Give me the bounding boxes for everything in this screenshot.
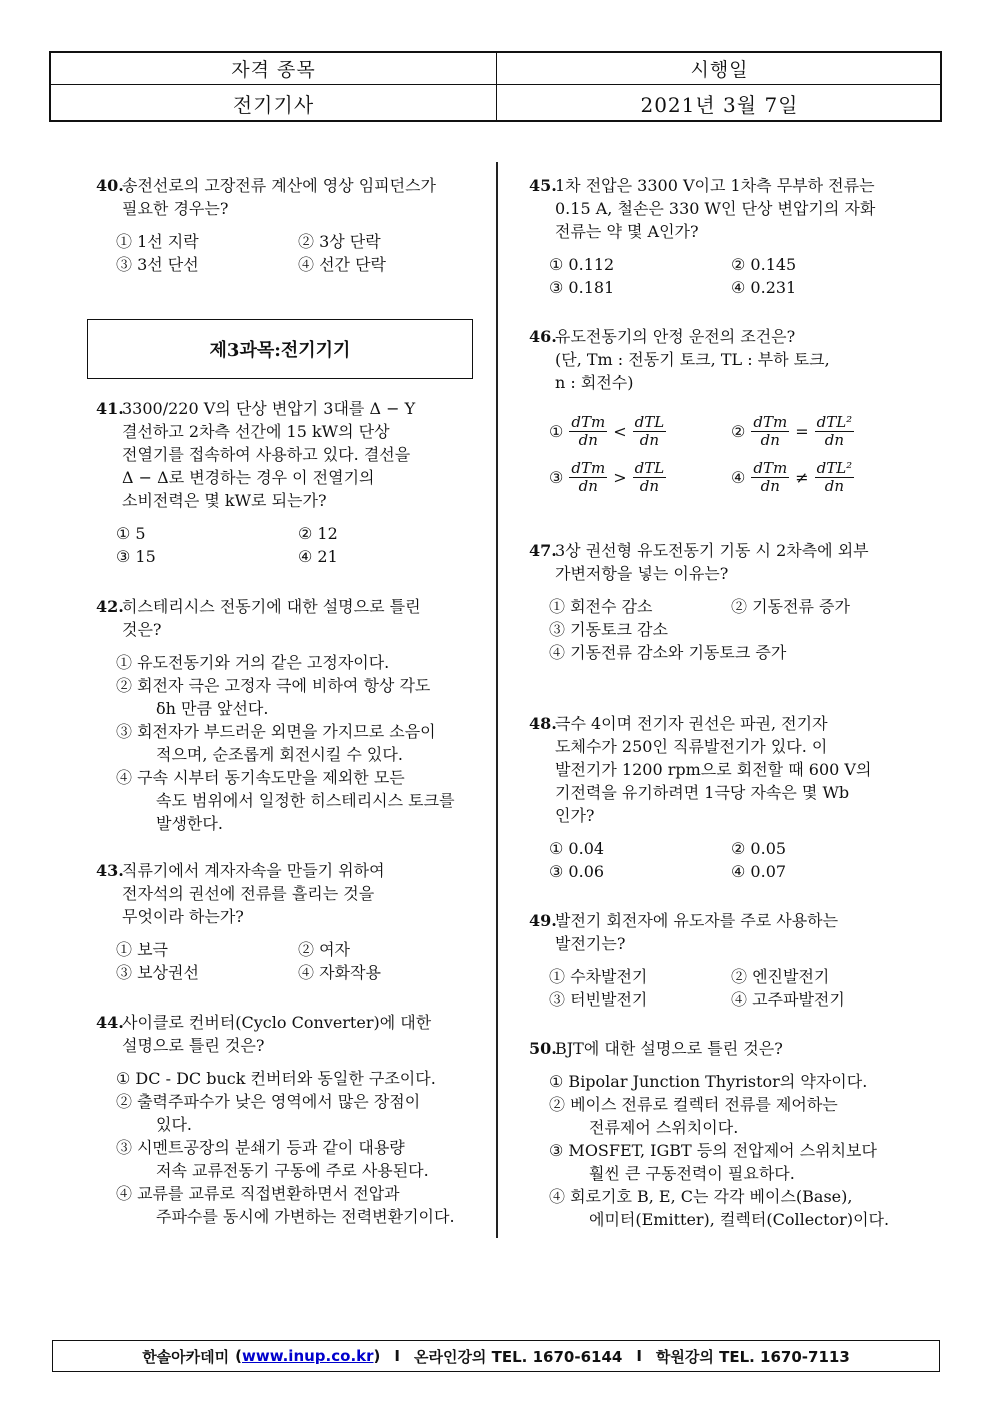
answer-option-continuation: 훨씬 큰 구동전력이 필요하다. <box>589 1164 795 1183</box>
answer-options <box>529 837 919 883</box>
answer-options <box>96 230 486 276</box>
question-text-line: 결선하고 2차측 선간에 15 kW의 단상 <box>122 422 390 441</box>
fraction-denominator: dn <box>824 477 845 495</box>
footer-close-paren: ) <box>373 1347 381 1365</box>
footer-open-paren: ( <box>235 1347 242 1365</box>
answer-option-continuation: δh 만큼 앞선다. <box>156 699 269 718</box>
answer-option <box>116 1067 486 1090</box>
answer-option: ② 0.145 <box>731 255 797 274</box>
answer-option: ④ 자화작용 <box>298 963 381 982</box>
fraction-denominator: dn <box>578 477 598 495</box>
question-text-line: 송전선로의 고장전류 계산에 영상 임피던스가 <box>122 176 437 195</box>
answer-option: ② 12 <box>298 524 338 543</box>
answer-option-text: ④ 교류를 교류로 직접변환하면서 전압과 <box>116 1184 400 1203</box>
question-stem <box>529 539 919 585</box>
question-text-line: 전자석의 권선에 전류를 흘리는 것을 <box>122 884 375 903</box>
fraction-denominator: dn <box>824 431 845 449</box>
column-divider <box>496 162 498 1238</box>
question-text-line: 것은? <box>122 620 162 639</box>
answer-option-text: ③ MOSFET, IGBT 등의 전압제어 스위치보다 <box>549 1141 877 1160</box>
answer-option-continuation: 저속 교류전동기 구동에 주로 사용된다. <box>156 1161 429 1180</box>
question-49 <box>529 909 919 1011</box>
answer-option: ② 엔진발전기 <box>731 967 830 986</box>
answer-option <box>116 651 486 674</box>
question-stem <box>96 1011 486 1057</box>
question-42 <box>96 595 486 835</box>
question-text-line: 0.15 A, 철손은 330 W인 단상 변압기의 자화 <box>555 199 876 218</box>
answer-option-continuation: 적으며, 순조롭게 회전시킬 수 있다. <box>156 745 403 764</box>
question-text-line: 발전기가 1200 rpm으로 회전할 때 600 V의 <box>555 760 872 779</box>
fraction-left <box>751 460 789 495</box>
answer-option: ③ 0.06 <box>549 862 605 881</box>
answer-options <box>529 253 919 299</box>
answer-option: ① 0.112 <box>549 255 615 274</box>
answer-option: ③ 15 <box>116 547 156 566</box>
question-41 <box>96 397 486 568</box>
answer-option: ④ 0.07 <box>731 862 787 881</box>
question-text-line: 3300/220 V의 단상 변압기 3대를 Δ − Y <box>122 399 416 418</box>
answer-option: ① 1선 지락 <box>116 232 199 251</box>
question-number: 50. <box>529 1039 557 1058</box>
answer-option: ② 0.05 <box>731 839 787 858</box>
fraction-numerator: dTm <box>571 459 606 477</box>
footer-separator-1: I <box>394 1347 400 1365</box>
answer-option: ③ 터빈발전기 <box>549 990 648 1009</box>
header-col2-value: 2021년 3월 7일 <box>640 93 799 117</box>
answer-option <box>549 1093 919 1139</box>
question-text-line: 극수 4이며 전기자 권선은 파권, 전기자 <box>555 714 828 733</box>
footer-url-link[interactable]: www.inup.co.kr <box>242 1347 374 1365</box>
answer-option-continuation: 에미터(Emitter), 컬렉터(Collector)이다. <box>589 1210 890 1229</box>
answer-option-marker: ③ <box>549 468 564 487</box>
answer-option-formula <box>731 414 913 460</box>
answer-option-text: ② 출력주파수가 낮은 영역에서 많은 장점이 <box>116 1092 421 1111</box>
fraction-numerator: dTL <box>634 459 665 477</box>
question-text-line: 히스테리시스 전동기에 대한 설명으로 틀린 <box>122 597 421 616</box>
question-stem <box>529 1037 919 1060</box>
answer-option <box>116 720 486 766</box>
question-number: 40. <box>96 176 124 195</box>
fraction-numerator: dTL <box>634 413 665 431</box>
relation-symbol: = <box>795 422 809 441</box>
answer-option-formula <box>549 414 731 460</box>
answer-options <box>529 595 919 664</box>
question-45 <box>529 174 919 299</box>
fraction-right <box>633 414 667 449</box>
question-text-line: 발전기는? <box>555 934 626 953</box>
answer-option <box>116 766 486 835</box>
fraction-numerator: dTm <box>753 459 788 477</box>
question-text-line: BJT에 대한 설명으로 틀린 것은? <box>555 1039 783 1058</box>
question-text-line: 유도전동기의 안정 운전의 조건은? <box>555 327 796 346</box>
answer-option: ② 3상 단락 <box>298 232 381 251</box>
header-col1-value: 전기기사 <box>232 93 315 117</box>
fraction-right <box>633 460 667 495</box>
footer-separator-2: I <box>636 1347 642 1365</box>
question-text-line: 3상 권선형 유도전동기 기동 시 2차측에 외부 <box>555 541 869 560</box>
answer-option <box>116 1090 486 1136</box>
answer-options <box>96 651 486 835</box>
question-text-line: 사이클로 컨버터(Cyclo Converter)에 대한 <box>122 1013 432 1032</box>
answer-option: ④ 선간 단락 <box>298 255 386 274</box>
answer-option-continuation: 주파수를 동시에 가변하는 전력변환기이다. <box>156 1207 455 1226</box>
question-text-line: n : 회전수) <box>555 373 634 392</box>
answer-option-formula <box>731 460 913 506</box>
fraction-left <box>569 460 607 495</box>
answer-option-marker: ④ <box>731 468 746 487</box>
question-stem <box>96 174 486 220</box>
answer-option-marker: ① <box>549 422 564 441</box>
answer-option-continuation: 있다. <box>156 1115 192 1134</box>
question-text-line: Δ − Δ로 변경하는 경우 이 전열기의 <box>122 468 375 487</box>
fraction-denominator: dn <box>639 477 660 495</box>
question-text-line: 설명으로 틀린 것은? <box>122 1036 265 1055</box>
answer-options <box>96 938 486 984</box>
answer-option: ③ 기동토크 감소 <box>549 620 668 639</box>
answer-option: ① 보극 <box>116 940 168 959</box>
answer-option-continuation: 속도 범위에서 일정한 히스테리시스 토크를 <box>156 791 455 810</box>
answer-option-continuation: 발생한다. <box>156 814 223 833</box>
question-text-line: 발전기 회전자에 유도자를 주로 사용하는 <box>555 911 839 930</box>
question-43 <box>96 859 486 984</box>
question-number: 41. <box>96 399 124 418</box>
answer-option-text: ② 회전자 극은 고정자 극에 비하여 항상 각도 <box>116 676 431 695</box>
answer-option-formula <box>549 460 731 506</box>
answer-option <box>116 674 486 720</box>
question-text-line: 1차 전압은 3300 V이고 1차측 무부하 전류는 <box>555 176 875 195</box>
question-stem <box>96 859 486 928</box>
question-number: 49. <box>529 911 557 930</box>
answer-options <box>96 1067 486 1228</box>
section-title: 제3과목:전기기기 <box>87 319 473 379</box>
answer-option: ④ 기동전류 감소와 기동토크 증가 <box>549 643 787 662</box>
fraction-right <box>815 414 855 449</box>
answer-option-text: ④ 구속 시부터 동기속도만을 제외한 모든 <box>116 768 405 787</box>
question-text-line: 무엇이라 하는가? <box>122 907 244 926</box>
header-col1-title: 자격 종목 <box>231 59 316 81</box>
question-number: 44. <box>96 1013 124 1032</box>
answer-option: ③ 보상권선 <box>116 963 199 982</box>
question-text-line: 가변저항을 넣는 이유는? <box>555 564 729 583</box>
footer-academy: 한솔아카데미 <box>142 1347 230 1366</box>
question-number: 43. <box>96 861 124 880</box>
answer-option-text: ② 베이스 전류로 컬렉터 전류를 제어하는 <box>549 1095 838 1114</box>
question-text-line: 직류기에서 계자자속을 만들기 위하여 <box>122 861 385 880</box>
answer-option: ② 기동전류 증가 <box>731 597 850 616</box>
fraction-numerator: dTL² <box>816 413 853 431</box>
question-number: 42. <box>96 597 124 616</box>
answer-options <box>96 522 486 568</box>
fraction-right <box>815 460 855 495</box>
fraction-denominator: dn <box>760 431 780 449</box>
question-stem <box>529 712 919 827</box>
footer-online: 온라인강의 TEL. 1670-6144 <box>413 1347 623 1366</box>
fraction-denominator: dn <box>639 431 660 449</box>
answer-option <box>549 1070 919 1093</box>
fraction-numerator: dTm <box>753 413 788 431</box>
answer-option: ④ 고주파발전기 <box>731 990 845 1009</box>
fraction-left <box>569 414 607 449</box>
answer-option <box>116 1136 486 1182</box>
question-46 <box>529 325 919 506</box>
answer-option-continuation: 전류제어 스위치이다. <box>589 1118 739 1137</box>
question-48 <box>529 712 919 883</box>
answer-option: ③ 3선 단선 <box>116 255 199 274</box>
answer-option: ③ 0.181 <box>549 278 615 297</box>
answer-option-marker: ② <box>731 422 746 441</box>
footer <box>52 1340 940 1372</box>
question-text-line: 기전력을 유기하려면 1극당 자속은 몇 Wb <box>555 783 850 802</box>
question-text-line: 전열기를 접속하여 사용하고 있다. 결선을 <box>122 445 411 464</box>
answer-options <box>529 1070 919 1231</box>
answer-option: ① 5 <box>116 524 146 543</box>
answer-option-text: ① DC - DC buck 컨버터와 동일한 구조이다. <box>116 1069 436 1088</box>
answer-option-text: ④ 회로기호 B, E, C는 각각 베이스(Base), <box>549 1187 853 1206</box>
answer-option: ① 0.04 <box>549 839 605 858</box>
question-stem <box>529 325 919 394</box>
fraction-numerator: dTL² <box>816 459 853 477</box>
answer-option: ④ 0.231 <box>731 278 797 297</box>
question-number: 45. <box>529 176 557 195</box>
question-stem <box>529 909 919 955</box>
answer-options <box>529 965 919 1011</box>
question-40 <box>96 174 486 276</box>
question-47 <box>529 539 919 664</box>
relation-symbol: < <box>613 422 627 441</box>
answer-option <box>549 1185 919 1231</box>
answer-option <box>549 1139 919 1185</box>
question-44 <box>96 1011 486 1228</box>
answer-options <box>529 414 919 506</box>
fraction-denominator: dn <box>578 431 598 449</box>
question-50 <box>529 1037 919 1231</box>
relation-symbol: > <box>613 468 627 487</box>
answer-option: ① 회전수 감소 <box>549 597 653 616</box>
question-stem <box>96 595 486 641</box>
fraction-numerator: dTm <box>571 413 606 431</box>
question-text-line: 전류는 약 몇 A인가? <box>555 222 699 241</box>
question-text-line: 인가? <box>555 806 595 825</box>
question-number: 46. <box>529 327 557 346</box>
relation-symbol: ≠ <box>795 468 809 487</box>
question-number: 48. <box>529 714 557 733</box>
question-stem <box>529 174 919 243</box>
header-col2-title: 시행일 <box>690 59 749 81</box>
footer-offline: 학원강의 TEL. 1670-7113 <box>655 1347 850 1366</box>
question-stem <box>96 397 486 512</box>
question-text-line: (단, Tm : 전동기 토크, TL : 부하 토크, <box>555 350 830 369</box>
answer-option <box>116 1182 486 1228</box>
fraction-denominator: dn <box>760 477 780 495</box>
question-text-line: 필요한 경우는? <box>122 199 229 218</box>
header-table <box>49 51 942 122</box>
answer-option-text: ① 유도전동기와 거의 같은 고정자이다. <box>116 653 390 672</box>
answer-option: ② 여자 <box>298 940 350 959</box>
answer-option-text: ③ 회전자가 부드러운 외면을 가지므로 소음이 <box>116 722 436 741</box>
answer-option-text: ① Bipolar Junction Thyristor의 약자이다. <box>549 1072 868 1091</box>
answer-option: ① 수차발전기 <box>549 967 648 986</box>
question-text-line: 도체수가 250인 직류발전기가 있다. 이 <box>555 737 828 756</box>
fraction-left <box>751 414 789 449</box>
question-number: 47. <box>529 541 557 560</box>
question-text-line: 소비전력은 몇 kW로 되는가? <box>122 491 327 510</box>
answer-option: ④ 21 <box>298 547 338 566</box>
answer-option-text: ③ 시멘트공장의 분쇄기 등과 같이 대용량 <box>116 1138 405 1157</box>
